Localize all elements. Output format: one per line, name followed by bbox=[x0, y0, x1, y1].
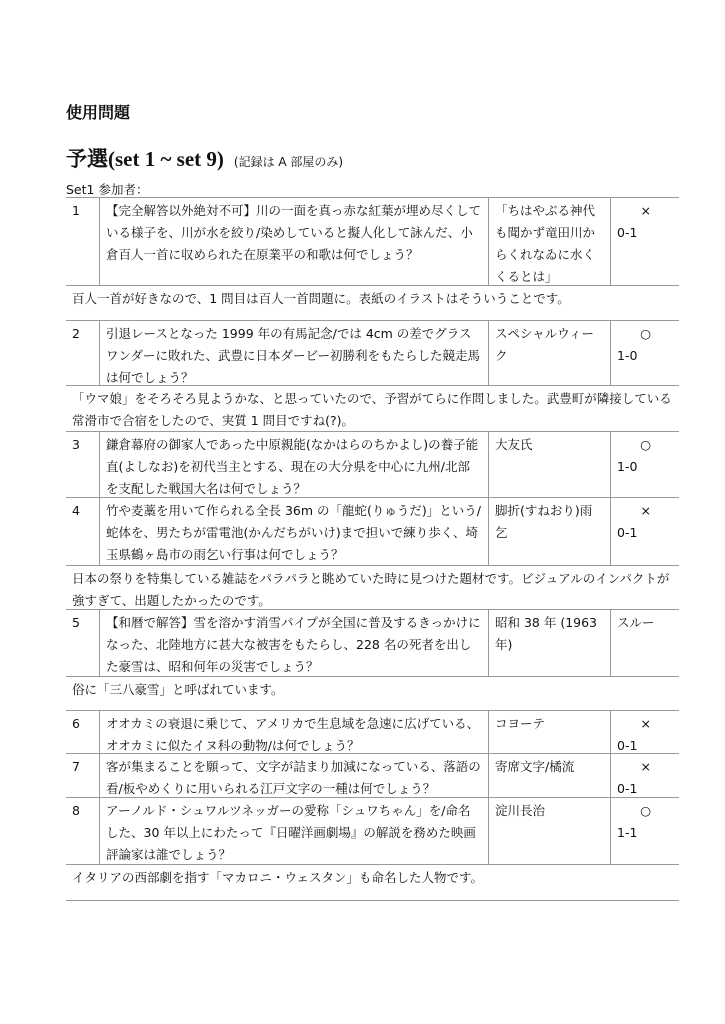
table-row bbox=[66, 609, 679, 676]
result-mark: × bbox=[640, 503, 651, 518]
comment-text: イタリアの西部劇を指す「マカロニ・ウェスタン」も命名した人物です。 bbox=[66, 864, 679, 900]
set-label: Set1 参加者： bbox=[66, 182, 149, 197]
result-mark: × bbox=[640, 759, 651, 774]
result-cell bbox=[611, 432, 679, 497]
comment-text: 日本の祭りを特集している雑誌をパラパラと眺めていた時に見つけた題材です。ビジュアルのインパクトが強すぎて、出題したかったのです。 bbox=[66, 565, 679, 609]
result-mark: ○ bbox=[640, 437, 651, 452]
answer-text: コヨーテ bbox=[489, 711, 611, 753]
question-text: オオカミの衰退に乗じて、アメリカで生息域を急速に広げている、オオカミに似たイヌ科の動物/は何でしょう？ bbox=[100, 711, 489, 753]
result-mark: ○ bbox=[640, 326, 651, 341]
end-rule bbox=[66, 900, 679, 901]
question-text: アーノルド・シュワルツネッガーの愛称「シュワちゃん」を/命名した、30 年以上にわたって『日曜洋画劇場』の解説を務めた映画評論家は誰でしょう？ bbox=[100, 798, 489, 864]
table-row bbox=[66, 797, 679, 864]
table-row bbox=[66, 710, 679, 753]
answer-text: スペシャルウィーク bbox=[489, 321, 611, 385]
question-text: 引退レースとなった 1999 年の有馬記念/では 4cm の差でグラスワンダーに敗れた、武豊に日本ダービー初勝利をもたらした競走馬は何でしょう？ bbox=[100, 321, 489, 385]
result-cell bbox=[611, 498, 679, 565]
question-number: 7 bbox=[66, 754, 100, 797]
question-number: 8 bbox=[66, 798, 100, 864]
result-mark: ○ bbox=[640, 803, 651, 818]
question-text: 鎌倉幕府の御家人であった中原親能(なかはらのちかよし)の養子能直(よしなお)を初代当主とする、現在の大分県を中心に九州/北部を支配した戦国大名は何でしょう？ bbox=[100, 432, 489, 497]
question-text: 【完全解答以外絶対不可】川の一面を真っ赤な紅葉が埋め尽くしている様子を、川が水を絞り/染めしていると擬人化して詠んだ、小倉百人一首に収められた在原業平の和歌は何でしょう？ bbox=[100, 198, 489, 285]
score-text: 1-0 bbox=[617, 459, 638, 474]
comment-text: 「ウマ娘」をそろそろ見ようかな、と思っていたので、予習がてらに作問しました。武豊町が隣接している常滑市で合宿をしたので、実質 1 問目ですね(?)。 bbox=[66, 385, 679, 431]
answer-text: 大友氏 bbox=[489, 432, 611, 497]
result-cell bbox=[611, 610, 679, 676]
result-mark: × bbox=[640, 716, 651, 731]
table-row bbox=[66, 753, 679, 797]
question-text: 【和暦で解答】雪を溶かす消雪パイプが全国に普及するきっかけになった、北陸地方に甚大な被害をもたらし、228 名の死者を出した豪雪は、昭和何年の災害でしょう？ bbox=[100, 610, 489, 676]
table-row bbox=[66, 431, 679, 497]
question-number: 3 bbox=[66, 432, 100, 497]
question-number: 1 bbox=[66, 198, 100, 285]
result-cell bbox=[611, 321, 679, 385]
comment-text: 俗に「三八豪雪」と呼ばれています。 bbox=[66, 676, 679, 710]
question-number: 6 bbox=[66, 711, 100, 753]
question-number: 4 bbox=[66, 498, 100, 565]
score-text: 0-1 bbox=[617, 781, 638, 796]
score-text: 0-1 bbox=[617, 738, 638, 753]
result-cell bbox=[611, 754, 679, 797]
answer-text: 脚折(すねおり)雨乞 bbox=[489, 498, 611, 565]
section-note: (記録は A 部屋のみ) bbox=[233, 155, 344, 169]
result-text: スルー bbox=[617, 615, 655, 630]
table-row bbox=[66, 197, 679, 285]
score-text: 1-0 bbox=[617, 348, 638, 363]
table-row bbox=[66, 497, 679, 565]
score-text: 0-1 bbox=[617, 525, 638, 540]
table-row bbox=[66, 320, 679, 385]
answer-text: 寄席文字/橘流 bbox=[489, 754, 611, 797]
question-text: 客が集まることを願って、文字が詰まり加減になっている、落語の看/板やめくりに用いられる江戸文字の一種は何でしょう？ bbox=[100, 754, 489, 797]
score-text: 0-1 bbox=[617, 225, 638, 240]
section-title bbox=[66, 143, 343, 173]
answer-text: 「ちはやぶる神代も聞かず竜田川からくれなゐに水くくるとは」 bbox=[489, 198, 611, 285]
comment-text: 百人一首が好きなので、1 問目は百人一首問題に。表紙のイラストはそういうことです。 bbox=[66, 285, 679, 320]
page-heading: 使用問題 bbox=[66, 103, 131, 122]
result-mark: × bbox=[640, 203, 651, 218]
question-text: 竹や麦藁を用いて作られる全長 36m の「龍蛇(りゅうだ)」という/蛇体を、男たちが雷電池(かんだちがいけ)まで担いで練り歩く、埼玉県鶴ヶ島市の雨乞い行事は何でしょう？ bbox=[100, 498, 489, 565]
answer-text: 淀川長治 bbox=[489, 798, 611, 864]
question-table bbox=[66, 197, 679, 901]
question-number: 2 bbox=[66, 321, 100, 385]
section-title-text: 予選(set 1 ~ set 9) bbox=[66, 147, 224, 171]
result-cell bbox=[611, 198, 679, 285]
result-cell bbox=[611, 798, 679, 864]
answer-text: 昭和 38 年 (1963 年) bbox=[489, 610, 611, 676]
result-cell bbox=[611, 711, 679, 753]
question-number: 5 bbox=[66, 610, 100, 676]
score-text: 1-1 bbox=[617, 825, 638, 840]
